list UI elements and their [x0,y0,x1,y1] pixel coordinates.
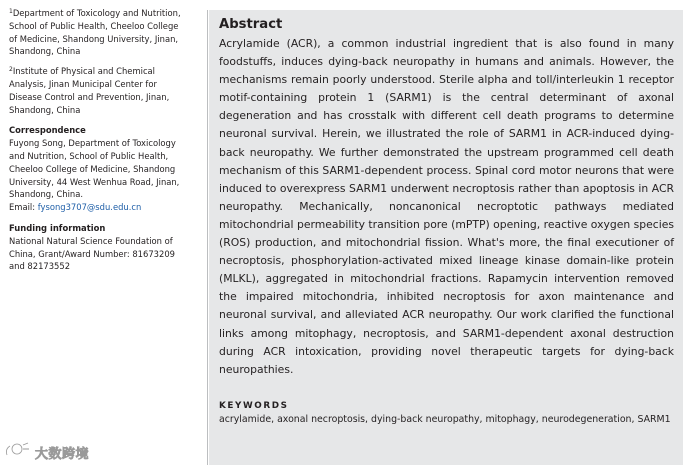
watermark-text: 大数跨境 [35,446,90,462]
keywords-heading: KEYWORDS [219,400,289,411]
funding-text: National Natural Science Foundation of China, Grant/Award Number: 81673209 and 82173552 [9,235,175,272]
watermark [4,441,89,463]
correspondence-heading: Correspondence [9,125,86,136]
article-info-sidebar [9,7,189,280]
funding-heading: Funding information [9,222,106,233]
affiliation-2: $^2$Institute of Physical and Chemical Analysis, Jinan Municipal Center for Disease Control and Prevention, Jinan, Shandong, China [9,66,170,115]
abstract-body: Acrylamide (ACR), a common industrial ingredient that is also found in many foodstuffs, induces dying-back neuropathy in humans and animals. However, the mechanisms remain poorly understood. Sterile alpha and toll/interleukin 1 receptor motif-containing protein 1 (SARM1) is the central determinant of axonal degeneration and has crosstalk with different cell death programs to determine neuronal survival. Herein, we illustrated the role of SARM1 in ACR-induced dying-back neuropathy. We further demonstrated the upstream programmed cell death mechanism of this SARM1-dependent process. Spinal cord motor neurons that were induced to overexpress SARM1 underwent necroptosis rather than apoptosis in ACR neuropathy. Mechanically, noncanonical necroptotic pathways mediated mitochondrial permeability transition pore (mPTP) opening, reactive oxygen species (ROS) production, and mitochondrial fission. What's more, the final executioner of necroptosis, phosphorylation-activated mixed lineage kinase domain-like protein (MLKL), aggregated in mitochondrial fractions. Rapamycin intervention removed the impaired mitochondria, inhibited necroptosis for axon maintenance and neuronal survival, and alleviated ACR neuropathy. Our work clarified the functional links among mitophagy, necroptosis, and SARM1-dependent axonal destruction during ACR intoxication, providing novel therapeutic targets for dying-back neuropathies. [219,37,674,376]
keywords-list: acrylamide, axonal necroptosis, dying-back neuropathy, mitophagy, neurodegeneration, SARM1 [219,413,671,425]
email-label: Email: [9,202,36,213]
correspondence-text: Fuyong Song, Department of Toxicology and Nutrition, School of Public Health, Cheeloo College of Medicine, Shandong University, 44 West Wenhua Road, Jinan, Shandong, China. Email: fysong3707@sdu.edu.cn [9,138,180,213]
logo-icon [4,441,30,463]
email-link[interactable]: fysong3707@sdu.edu.cn [37,202,142,213]
abstract-title: Abstract [219,17,283,32]
affiliation-1: $^1$Department of Toxicology and Nutrition, School of Public Health, Cheeloo College of Medicine, Shandong University, Jinan, Shandong, China [9,8,181,57]
column-divider [207,10,208,465]
abstract-panel [209,10,683,465]
